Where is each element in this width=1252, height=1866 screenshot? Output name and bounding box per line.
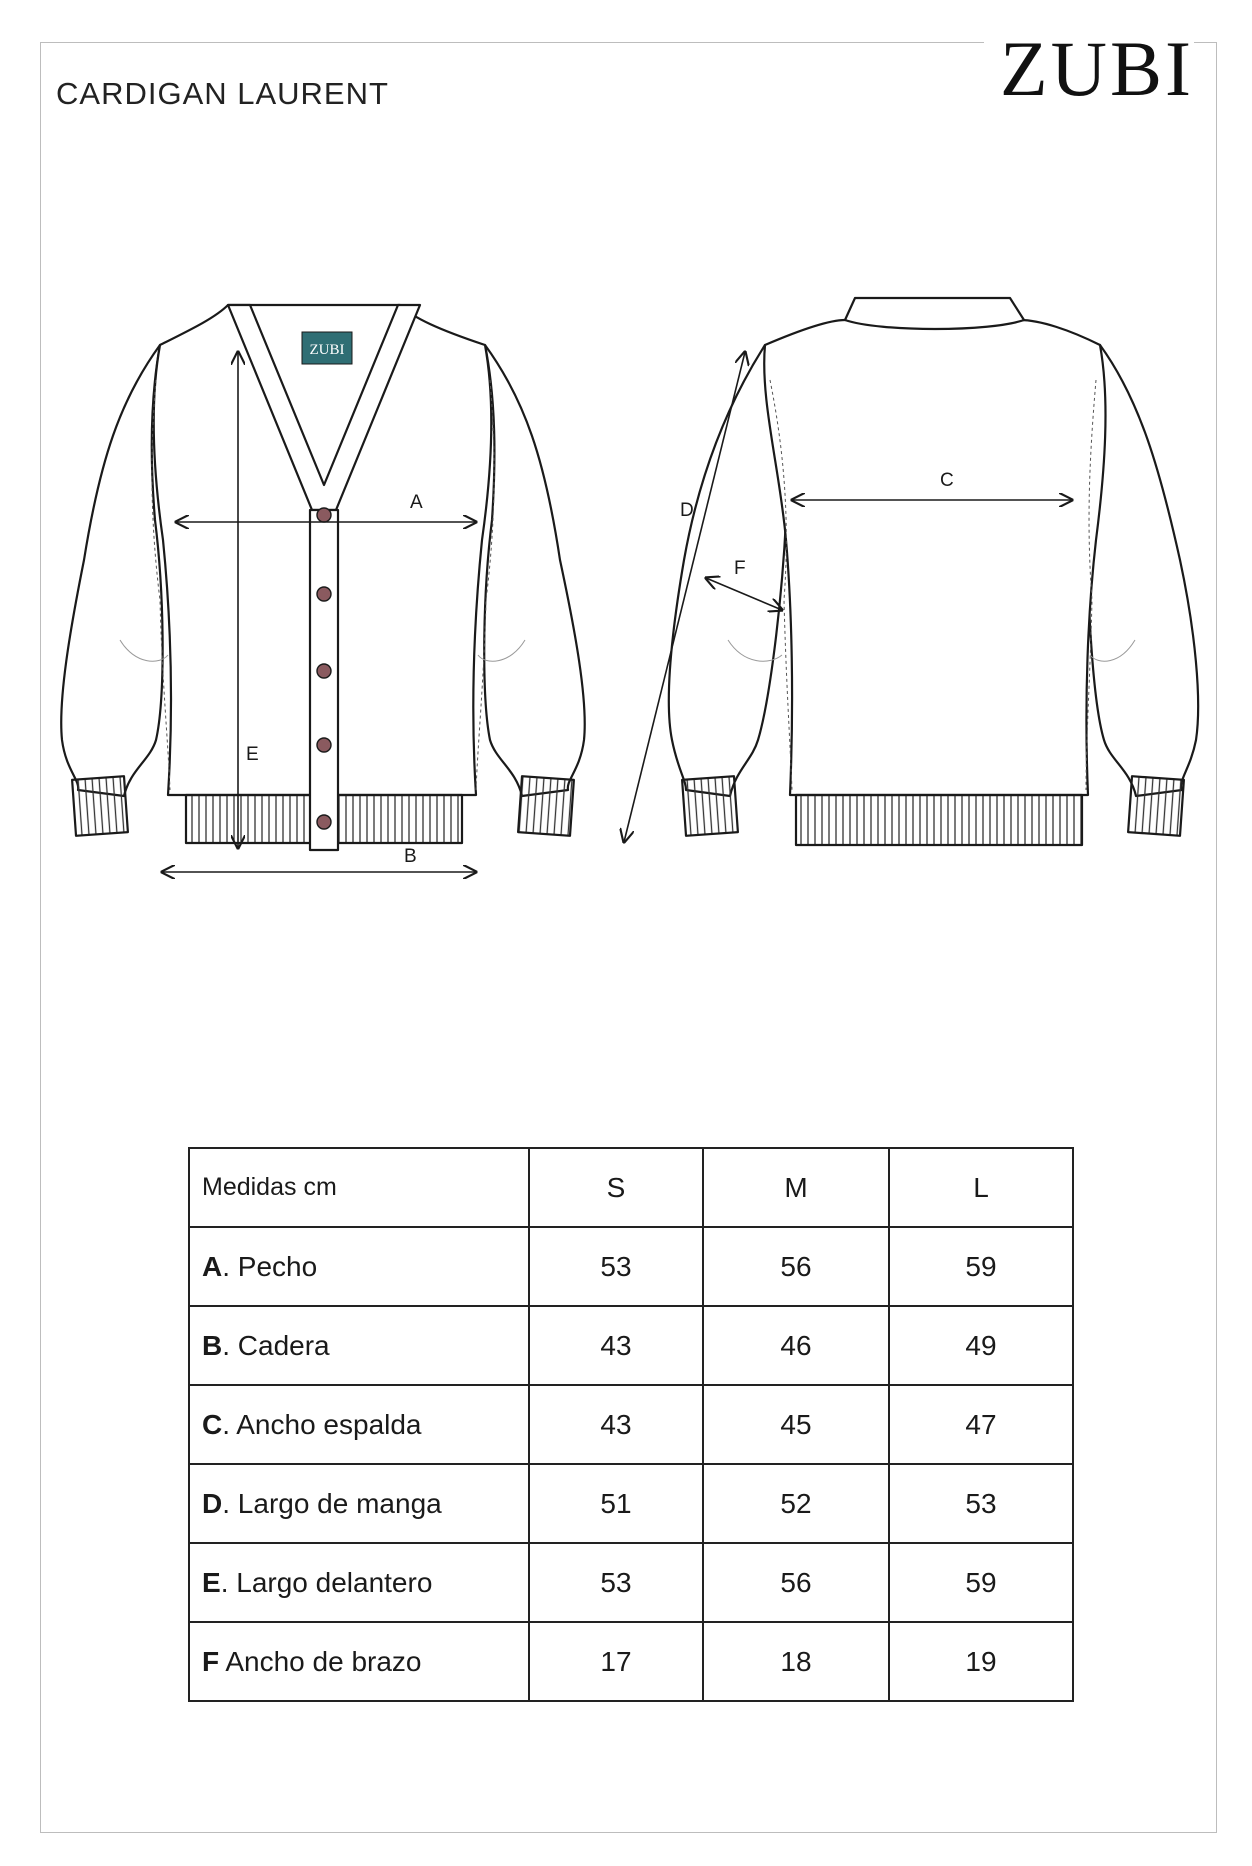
header-label: Medidas cm bbox=[189, 1148, 529, 1227]
table-row bbox=[189, 1385, 1073, 1464]
measure-label-c: C bbox=[940, 470, 954, 491]
neck-label-text: ZUBI bbox=[309, 342, 345, 358]
cell-value: 43 bbox=[529, 1385, 703, 1464]
table-header-row bbox=[189, 1148, 1073, 1227]
header-size: L bbox=[889, 1148, 1073, 1227]
garment-technical-drawing bbox=[0, 0, 1252, 900]
table-row bbox=[189, 1543, 1073, 1622]
table-row bbox=[189, 1306, 1073, 1385]
row-label bbox=[189, 1622, 529, 1701]
row-name: . Pecho bbox=[222, 1250, 318, 1282]
cell-value: 53 bbox=[889, 1464, 1073, 1543]
measure-label-e: E bbox=[246, 744, 259, 765]
size-chart-table bbox=[188, 1147, 1074, 1702]
row-label bbox=[189, 1385, 529, 1464]
table-row bbox=[189, 1227, 1073, 1306]
front-right-cuff bbox=[518, 776, 574, 835]
cell-value: 53 bbox=[529, 1227, 703, 1306]
row-key: D bbox=[202, 1487, 223, 1519]
header-size: M bbox=[703, 1148, 889, 1227]
cell-value: 19 bbox=[889, 1622, 1073, 1701]
button bbox=[317, 815, 331, 829]
row-key: C bbox=[202, 1408, 223, 1440]
row-name: . Largo delantero bbox=[220, 1566, 433, 1598]
back-hem-rib bbox=[796, 795, 1082, 845]
cell-value: 46 bbox=[703, 1306, 889, 1385]
cell-value: 49 bbox=[889, 1306, 1073, 1385]
button bbox=[317, 664, 331, 678]
brand-logo: ZUBI bbox=[1000, 25, 1194, 112]
front-view bbox=[61, 305, 585, 850]
row-key: A bbox=[202, 1250, 223, 1282]
table-row bbox=[189, 1622, 1073, 1701]
front-placket bbox=[310, 510, 338, 850]
cell-value: 17 bbox=[529, 1622, 703, 1701]
back-collar bbox=[845, 298, 1024, 329]
row-label bbox=[189, 1543, 529, 1622]
row-label bbox=[189, 1306, 529, 1385]
measure-label-d: D bbox=[680, 500, 694, 521]
cell-value: 47 bbox=[889, 1385, 1073, 1464]
measure-label-a: A bbox=[410, 492, 423, 513]
row-label bbox=[189, 1464, 529, 1543]
row-name: . Cadera bbox=[222, 1329, 330, 1361]
cell-value: 18 bbox=[703, 1622, 889, 1701]
measure-label-f: F bbox=[734, 558, 746, 579]
product-title: CARDIGAN LAURENT bbox=[56, 76, 389, 111]
cell-value: 53 bbox=[529, 1543, 703, 1622]
row-key: B bbox=[202, 1329, 223, 1361]
front-right-sleeve bbox=[484, 345, 585, 796]
measure-label-b: B bbox=[404, 846, 417, 867]
cell-value: 56 bbox=[703, 1227, 889, 1306]
row-name: Ancho de brazo bbox=[219, 1645, 422, 1677]
row-name: . Largo de manga bbox=[222, 1487, 442, 1519]
row-key: F bbox=[202, 1645, 220, 1677]
button bbox=[317, 738, 331, 752]
cell-value: 43 bbox=[529, 1306, 703, 1385]
cell-value: 45 bbox=[703, 1385, 889, 1464]
cell-value: 51 bbox=[529, 1464, 703, 1543]
back-right-cuff bbox=[1128, 776, 1184, 835]
cell-value: 56 bbox=[703, 1543, 889, 1622]
cell-value: 59 bbox=[889, 1227, 1073, 1306]
row-name: . Ancho espalda bbox=[222, 1408, 422, 1440]
button bbox=[317, 587, 331, 601]
front-left-cuff bbox=[72, 776, 128, 835]
back-view bbox=[669, 298, 1198, 845]
table-row bbox=[189, 1464, 1073, 1543]
cell-value: 52 bbox=[703, 1464, 889, 1543]
back-left-cuff bbox=[682, 776, 738, 835]
row-label bbox=[189, 1227, 529, 1306]
cell-value: 59 bbox=[889, 1543, 1073, 1622]
row-key: E bbox=[202, 1566, 221, 1598]
front-left-sleeve bbox=[61, 345, 162, 796]
header-size: S bbox=[529, 1148, 703, 1227]
back-body bbox=[764, 320, 1105, 795]
button bbox=[317, 508, 331, 522]
